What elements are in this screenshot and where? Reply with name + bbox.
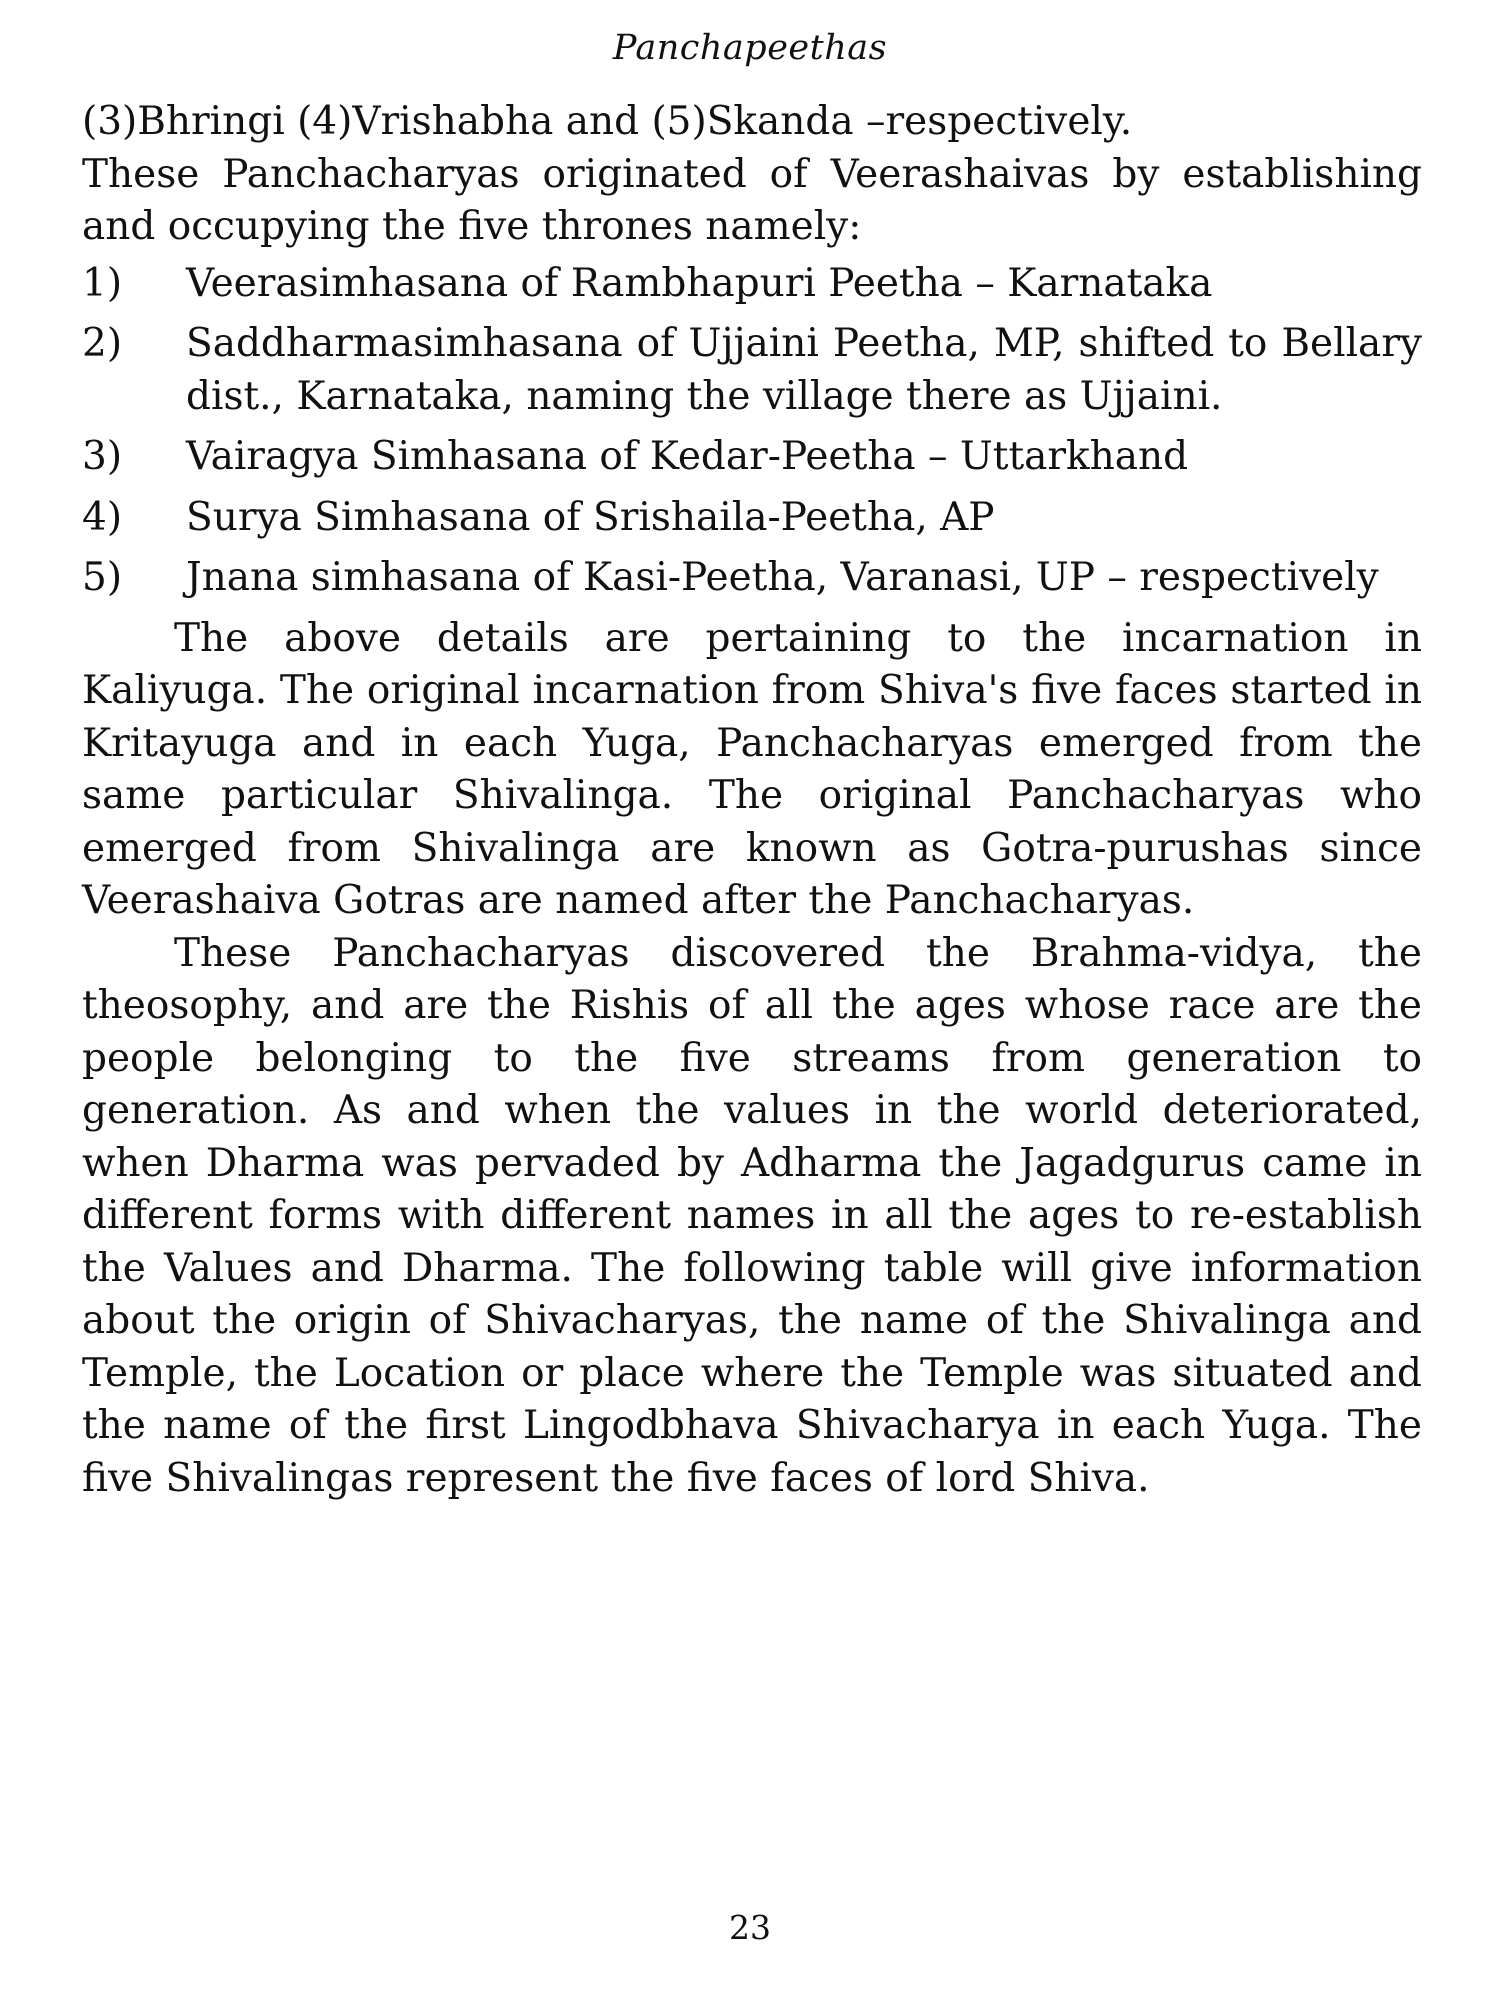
page-body bbox=[82, 96, 1422, 1505]
thrones-list bbox=[82, 258, 1422, 605]
list-item-text: Jnana simhasana of Kasi-Peetha, Varanasi, UP – respectively bbox=[186, 555, 1379, 600]
body-paragraph-brahmavidya: These Panchacharyas discovered the Brahma-vidya, the theosophy, and are the Rishis of all the ages whose race are the people belonging to the five streams from generation to generation. As and when the values in the world deteriorated, when Dharma was pervaded by Adharma the Jagadgurus came in different forms with different names in all the ages to re-establish the Values and Dharma. The following table will give information about the origin of Shivacharyas, the name of the Shivalinga and Temple, the Location or place where the Temple was situated and the name of the first Lingodbhava Shivacharya in each Yuga. The five Shivalingas represent the five faces of lord Shiva. bbox=[82, 930, 1422, 1501]
list-item-text: Saddharmasimhasana of Ujjaini Peetha, MP, shifted to Bellary dist., Karnataka, naming the village there as Ujjaini. bbox=[186, 321, 1422, 419]
list-item-number: 4) bbox=[82, 494, 123, 540]
list-item bbox=[82, 552, 1422, 605]
list-item-number: 5) bbox=[82, 555, 123, 600]
list-item-text: Vairagya Simhasana of Kedar-Peetha – Uttarkhand bbox=[186, 434, 1189, 479]
list-item-number: 2) bbox=[82, 321, 123, 366]
running-header: Panchapeethas bbox=[612, 28, 888, 68]
list-item bbox=[82, 431, 1422, 484]
list-item bbox=[82, 318, 1422, 423]
list-item bbox=[82, 258, 1422, 311]
list-item-number: 1) bbox=[82, 260, 123, 306]
list-item-number: 3) bbox=[82, 434, 123, 479]
body-paragraph-kaliyuga: The above details are pertaining to the incarnation in Kaliyuga. The original incarnation from Shiva's five faces started in Kritayuga and in each Yuga, Panchacharyas emerged from the same particular Shivalinga. The original Panchacharyas who emerged from Shivalinga are known as Gotra-purushas since Veerashaiva Gotras are named after the Panchacharyas. bbox=[82, 615, 1422, 923]
intro-paragraph: These Panchacharyas originated of Veerashaivas by establishing and occupying the five thrones namely: bbox=[82, 151, 1422, 249]
page-number: 23 bbox=[729, 1908, 771, 1947]
list-item-text: Veerasimhasana of Rambhapuri Peetha – Karnataka bbox=[186, 260, 1213, 306]
list-item-text: Surya Simhasana of Srishaila-Peetha, AP bbox=[186, 494, 995, 540]
intro-line: (3)Bhringi (4)Vrishabha and (5)Skanda –respectively. bbox=[82, 99, 1133, 144]
list-item bbox=[82, 492, 1422, 545]
